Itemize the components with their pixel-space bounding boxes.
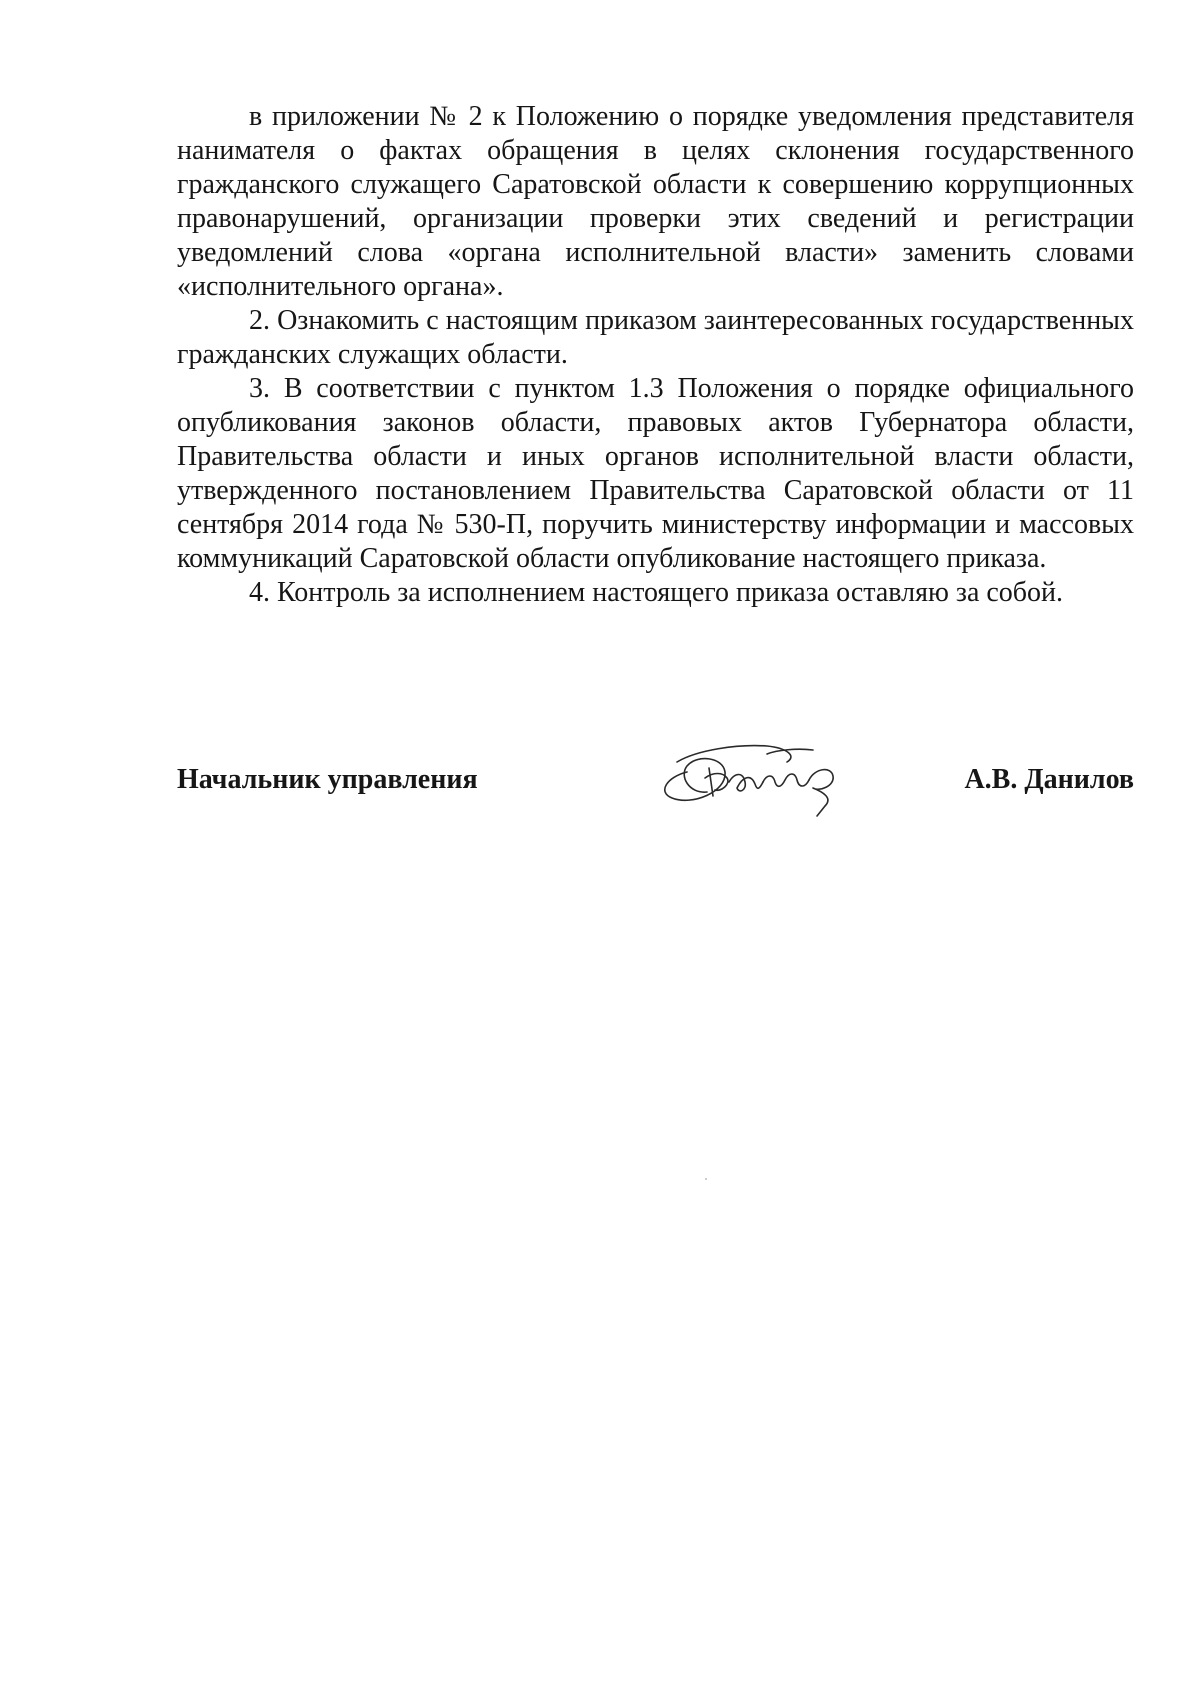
scan-speck	[705, 1178, 707, 1180]
paragraph-publication: 3. В соответствии с пунктом 1.3 Положения о порядке официального опубликования законов области, правовых актов Губернатора области, Правительства области и иных органов исполнительной власти области, утвержденного постановлением Правительства Саратовской области от 11 сентября 2014 года № 530-П, поручить министерству информации и массовых коммуникаций Саратовской области опубликование настоящего приказа.	[177, 373, 1134, 574]
signatory-name: А.В. Данилов	[964, 764, 1134, 795]
paragraph-appendix-amendment: в приложении № 2 к Положению о порядке уведомления представителя нанимателя о фактах обращения в целях склонения государственного гражданского служащего Саратовской области к совершению коррупционных правонарушений, организации проверки этих сведений и регистрации уведомлений слова «органа исполнительной власти» заменить словами «исполнительного органа».	[177, 101, 1134, 302]
paragraph-control: 4. Контроль за исполнением настоящего приказа оставляю за собой.	[249, 577, 1064, 608]
signature-block	[177, 740, 1134, 820]
document-body	[177, 100, 1134, 610]
handwritten-signature	[647, 732, 857, 822]
signatory-title: Начальник управления	[177, 764, 478, 795]
paragraph-familiarize: 2. Ознакомить с настоящим приказом заинтересованных государственных гражданских служащих области.	[177, 305, 1134, 370]
